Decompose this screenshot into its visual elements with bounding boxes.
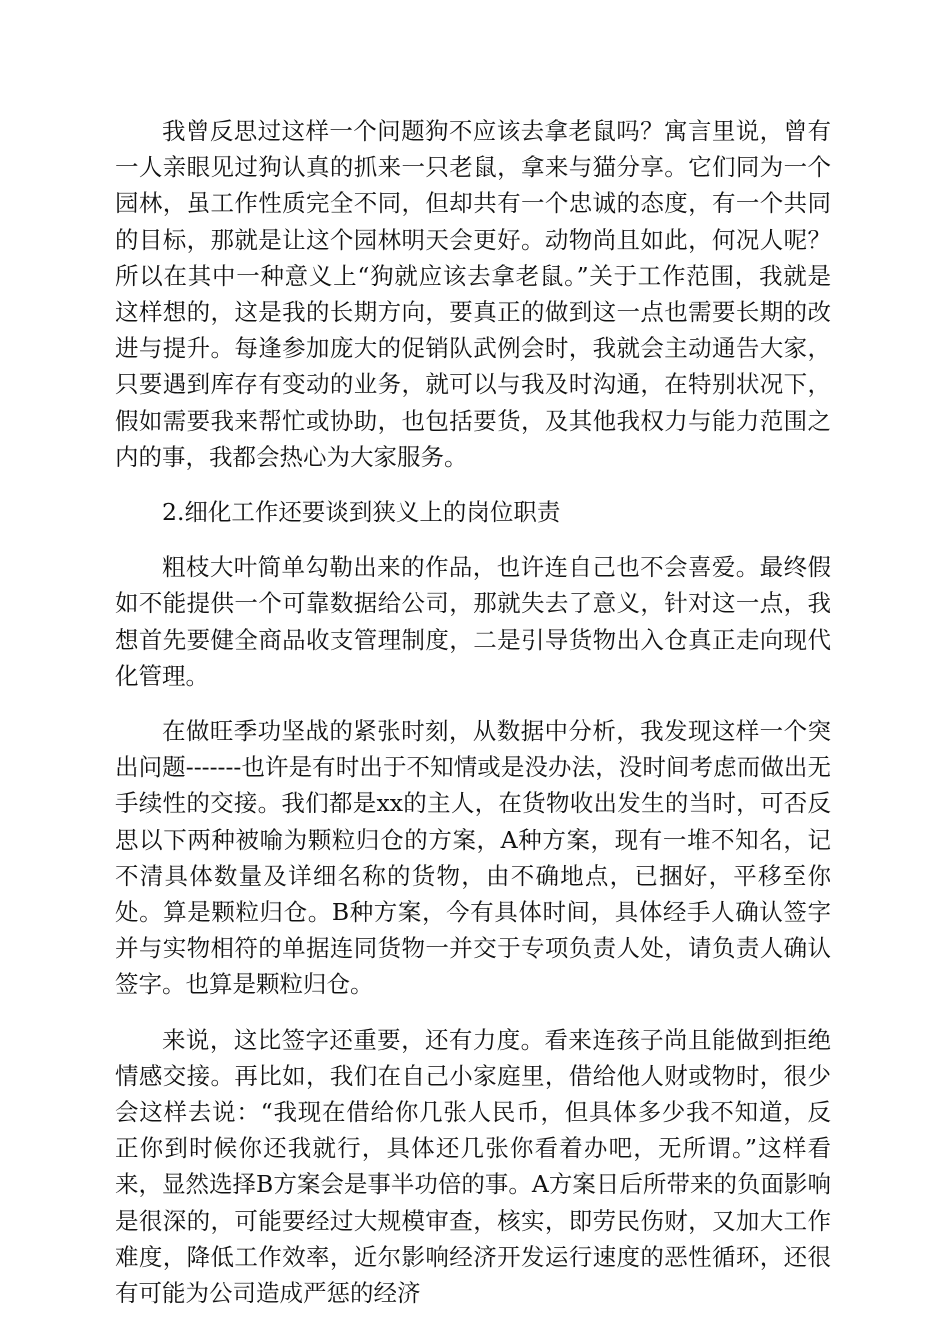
- paragraph-scheme-comparison: 来说，这比签字还重要，还有力度。看来连孩子尚且能做到拒绝情感交接。再比如，我们在自己小家庭里，借给他人财或物时，很少会这样去说：“我现在借给你几张人民币，但具体多少我不知道，反正你到时候你还我就行，具体还几张你看着办吧，无所谓。”这样看来，显然选择B方案会是事半功倍的事。A方案日后所带来的负面影响是很深的，可能要经过大规模审查，核实，即劳民伤财，又加大工作难度，降低工作效率，近尔影响经济开发运行速度的恶性循环，还很有可能为公司造成严惩的经济: [115, 1025, 831, 1308]
- paragraph-handover-schemes: 在做旺季功坚战的紧张时刻，从数据中分析，我发现这样一个突出问题-------也许是有时出于不知情或是没办法，没时间考虑而做出无手续性的交接。我们都是xx的主人，在货物收出发生的当时，可否反思以下两种被喻为颗粒归仓的方案，A种方案，现有一堆不知名，记不清具体数量及详细名称的货物，由不确地点，已捆好，平移至你处。算是颗粒归仓。B种方案，今有具体时间，具体经手人确认签字并与实物相符的单据连同货物一并交于专项负责人处，请负责人确认签字。也算是颗粒归仓。: [115, 717, 831, 999]
- document-body: [115, 113, 831, 1330]
- paragraph-loyalty-reflection: 我曾反思过这样一个问题狗不应该去拿老鼠吗？寓言里说，曾有一人亲眼见过狗认真的抓来一只老鼠，拿来与猫分享。它们同为一个园林，虽工作性质完全不同，但却共有一个忠诚的态度，有一个共同的目标，那就是让这个园林明天会更好。动物尚且如此，何况人呢？所以在其中一种意义上“狗就应该去拿老鼠。”关于工作范围，我就是这样想的，这是我的长期方向，要真正的做到这一点也需要长期的改进与提升。每逢参加庞大的促销队武例会时，我就会主动通告大家，只要遇到库存有变动的业务，就可以与我及时沟通，在特别状况下，假如需要我来帮忙或协助，也包括要货，及其他我权力与能力范围之内的事，我都会热心为大家服务。: [115, 117, 831, 471]
- paragraph-data-management: 粗枝大叶简单勾勒出来的作品，也许连自己也不会喜爱。最终假如不能提供一个可靠数据给公司，那就失去了意义，针对这一点，我想首先要健全商品收支管理制度，二是引导货物出入仓真正走向现代化管理。: [115, 553, 831, 690]
- section-heading-job-duties: 2.细化工作还要谈到狭义上的岗位职责: [162, 498, 561, 527]
